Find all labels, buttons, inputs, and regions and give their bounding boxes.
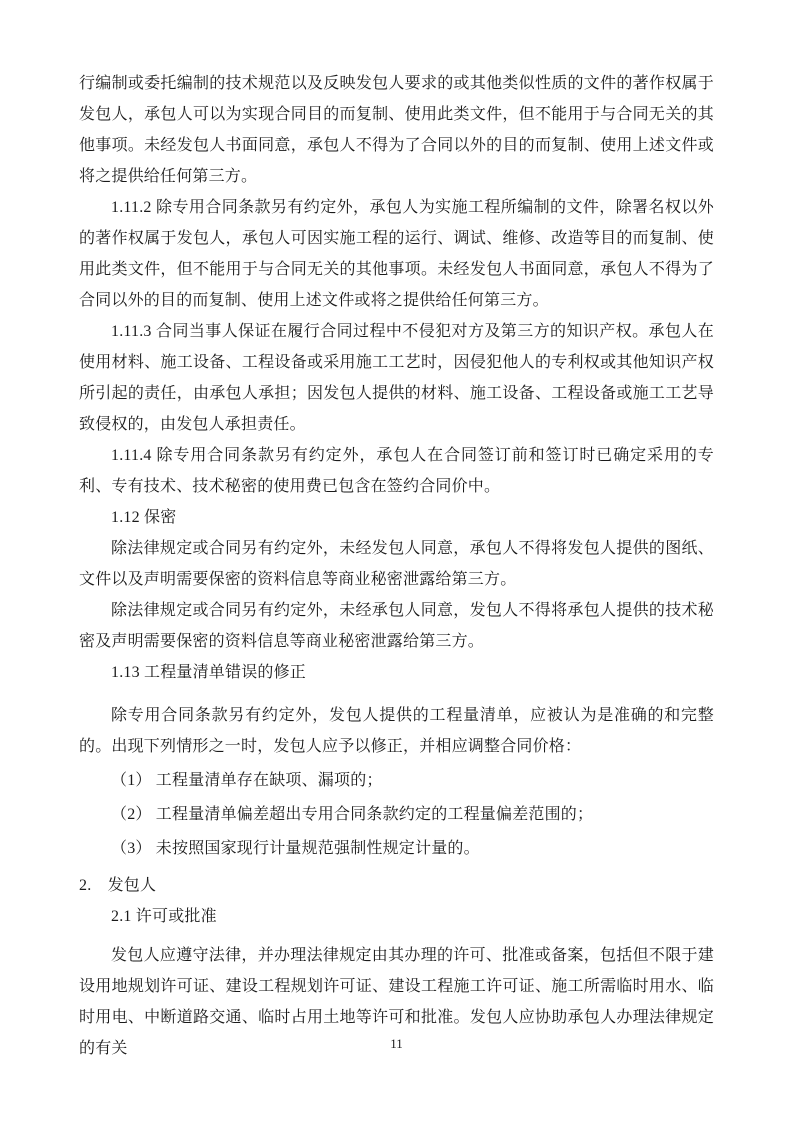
heading-1-12-confidentiality: 1.12 保密 — [111, 509, 177, 526]
page-number: 11 — [390, 1036, 403, 1051]
heading-1-13-boq-correction: 1.13 工程量清单错误的修正 — [111, 664, 307, 681]
clause-1-11-2: 1.11.2 除专用合同条款另有约定外，承包人为实施工程所编制的文件，除署名权以外的著作权属于发包人，承包人可因实施工程的运行、调试、维修、改造等目的而复制、使用此类文件，但不能用于与合同无关的其他事项。未经发包人书面同意，承包人不得为了合同以外的目的而复制、使用上述文件或将之提供给任何第三方。 — [79, 199, 714, 309]
paragraph-copyright-continuation: 行编制或委托编制的技术规范以及反映发包人要求的或其他类似性质的文件的著作权属于发包人，承包人可以为实现合同目的而复制、使用此类文件，但不能用于与合同无关的其他事项。未经发包人书面同意，承包人不得为了合同以外的目的而复制、使用上述文件或将之提供给任何第三方。 — [79, 75, 714, 185]
clause-1-11-4: 1.11.4 除专用合同条款另有约定外，承包人在合同签订前和签订时已确定采用的专利、专有技术、技术秘密的使用费已包含在签约合同价中。 — [79, 447, 714, 495]
list-item-boq-2: （2） 工程量清单偏差超出专用合同条款约定的工程量偏差范围的； — [111, 806, 594, 823]
paragraph-confidentiality-contractor: 除法律规定或合同另有约定外，未经承包人同意，发包人不得将承包人提供的技术秘密及声明需要保密的资料信息等商业秘密泄露给第三方。 — [79, 602, 714, 650]
list-item-boq-3: （3） 未按照国家现行计量规范强制性规定计量的。 — [111, 840, 480, 857]
paragraph-boq-correction-intro: 除专用合同条款另有约定外，发包人提供的工程量清单，应被认为是准确的和完整的。出现下列情形之一时，发包人应予以修正，并相应调整合同价格： — [79, 707, 714, 755]
section-2-employer: 2. 发包人 — [79, 877, 157, 894]
paragraph-confidentiality-employer: 除法律规定或合同另有约定外，未经发包人同意，承包人不得将发包人提供的图纸、文件以及声明需要保密的资料信息等商业秘密泄露给第三方。 — [79, 540, 714, 588]
clause-1-11-3: 1.11.3 合同当事人保证在履行合同过程中不侵犯对方及第三方的知识产权。承包人在使用材料、施工设备、工程设备或采用施工工艺时，因侵犯他人的专利权或其他知识产权所引起的责任，由承包人承担；因发包人提供的材料、施工设备、工程设备或施工工艺导致侵权的，由发包人承担责任。 — [79, 323, 714, 433]
paragraph-permits: 发包人应遵守法律，并办理法律规定由其办理的许可、批准或备案，包括但不限于建设用地规划许可证、建设工程规划许可证、建设工程施工许可证、施工所需临时用水、临时用电、中断道路交通、临时占用土地等许可和批准。发包人应协助承包人办理法律规定的有关 — [79, 947, 714, 1057]
list-item-boq-1: （1） 工程量清单存在缺项、漏项的； — [111, 772, 383, 789]
document-body — [79, 68, 714, 1064]
heading-2-1-permits: 2.1 许可或批准 — [111, 908, 217, 925]
